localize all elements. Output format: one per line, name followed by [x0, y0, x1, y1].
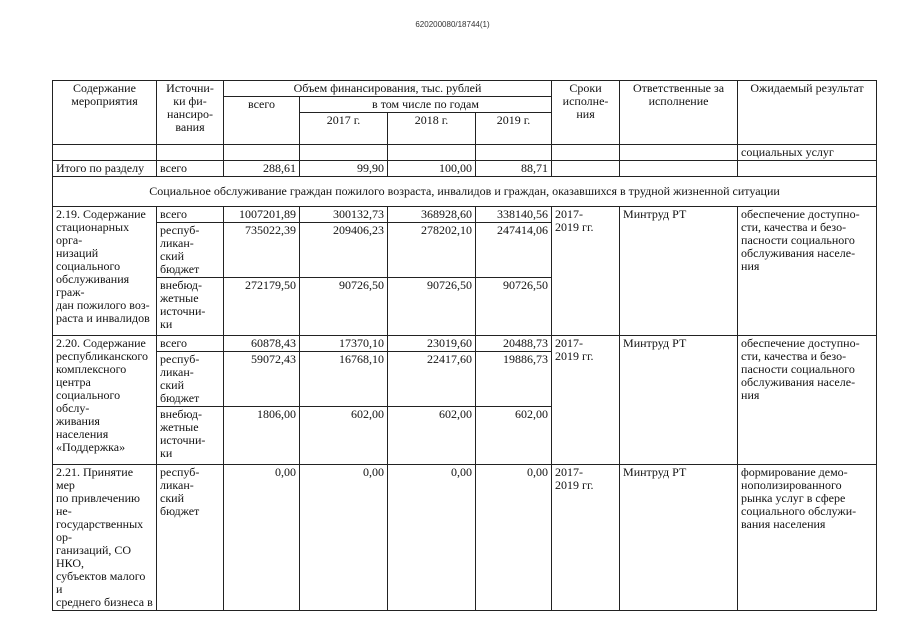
header-result: Ожидаемый результат	[738, 81, 877, 145]
row-2019: 247414,06	[476, 223, 552, 278]
row-source: респуб- ликан- ский бюджет	[157, 352, 224, 407]
item-responsible: Минтруд РТ	[620, 207, 738, 336]
row-2017: 17370,10	[300, 336, 388, 352]
item-name: 2.20. Содержание республиканского комплексного центра социального обслу- живания населения «Поддержка»	[53, 336, 157, 465]
table-row	[53, 465, 877, 611]
row-source: всего	[157, 336, 224, 352]
row-2018: 368928,60	[388, 207, 476, 223]
item-name: 2.21. Принятие мер по привлечению не- государственных ор- ганизаций, СО НКО, субъектов малого и среднего бизнеса в	[53, 465, 157, 611]
row-2019: 338140,56	[476, 207, 552, 223]
item-result: формирование демо- нополизированного рынка услуг в сфере социального обслужи- вания населения	[738, 465, 877, 611]
item-terms: 2017- 2019 гг.	[552, 207, 620, 336]
header-2018: 2018 г.	[388, 113, 476, 145]
header-2017: 2017 г.	[300, 113, 388, 145]
row-total: 272179,50	[224, 278, 300, 336]
row-source: респуб- ликан- ский бюджет	[157, 465, 224, 611]
row-2018: 0,00	[388, 465, 476, 611]
row-2017: 90726,50	[300, 278, 388, 336]
header-content: Содержание мероприятия	[53, 81, 157, 145]
row-2019: 602,00	[476, 407, 552, 465]
row-total: 60878,43	[224, 336, 300, 352]
row-total: 0,00	[224, 465, 300, 611]
section-total-label: Итого по разделу	[53, 161, 157, 177]
section-total-source: всего	[157, 161, 224, 177]
row-2017: 16768,10	[300, 352, 388, 407]
header-2019: 2019 г.	[476, 113, 552, 145]
item-terms: 2017- 2019 гг.	[552, 336, 620, 465]
section-title-row	[53, 177, 877, 207]
item-result: обеспечение доступно- сти, качества и безо- пасности социального обслуживания населе- ния	[738, 336, 877, 465]
header-total: всего	[224, 97, 300, 145]
row-total: 59072,43	[224, 352, 300, 407]
row-2019: 0,00	[476, 465, 552, 611]
row-2019: 19886,73	[476, 352, 552, 407]
section-total-2018: 100,00	[388, 161, 476, 177]
row-2018: 278202,10	[388, 223, 476, 278]
item-result: обеспечение доступно- сти, качества и безо- пасности социального обслуживания населе- ния	[738, 207, 877, 336]
document-code: 620200080/18744(1)	[415, 20, 490, 29]
carryover-row	[53, 145, 877, 161]
item-terms: 2017- 2019 гг.	[552, 465, 620, 611]
row-2017: 602,00	[300, 407, 388, 465]
header-row	[53, 81, 877, 97]
row-2018: 90726,50	[388, 278, 476, 336]
row-source: внебюд- жетные источни- ки	[157, 407, 224, 465]
row-source: внебюд- жетные источни- ки	[157, 278, 224, 336]
row-source: всего	[157, 207, 224, 223]
table-row	[53, 336, 877, 352]
carryover-result: социальных услуг	[738, 145, 877, 161]
row-2018: 23019,60	[388, 336, 476, 352]
section-total-row	[53, 161, 877, 177]
header-source: Источни- ки фи- нансиро- вания	[157, 81, 224, 145]
section-title: Социальное обслуживание граждан пожилого возраста, инвалидов и граждан, оказавшихся в трудной жизненной ситуации	[53, 177, 877, 207]
section-total-2017: 99,90	[300, 161, 388, 177]
header-by-years: в том числе по годам	[300, 97, 552, 113]
header-funding: Объем финансирования, тыс. рублей	[224, 81, 552, 97]
header-terms: Сроки исполне- ния	[552, 81, 620, 145]
row-2018: 22417,60	[388, 352, 476, 407]
section-total-total: 288,61	[224, 161, 300, 177]
row-total: 1007201,89	[224, 207, 300, 223]
item-responsible: Минтруд РТ	[620, 465, 738, 611]
row-2017: 300132,73	[300, 207, 388, 223]
row-total: 1806,00	[224, 407, 300, 465]
row-source: респуб- ликан- ский бюджет	[157, 223, 224, 278]
row-2017: 0,00	[300, 465, 388, 611]
header-responsible: Ответственные за исполнение	[620, 81, 738, 145]
row-2019: 20488,73	[476, 336, 552, 352]
row-2019: 90726,50	[476, 278, 552, 336]
row-total: 735022,39	[224, 223, 300, 278]
table-row	[53, 207, 877, 223]
funding-table	[52, 80, 877, 611]
item-responsible: Минтруд РТ	[620, 336, 738, 465]
row-2018: 602,00	[388, 407, 476, 465]
item-name: 2.19. Содержание стационарных орга- низаций социального обслуживания граж- дан пожилого воз- раста и инвалидов	[53, 207, 157, 336]
section-total-2019: 88,71	[476, 161, 552, 177]
row-2017: 209406,23	[300, 223, 388, 278]
